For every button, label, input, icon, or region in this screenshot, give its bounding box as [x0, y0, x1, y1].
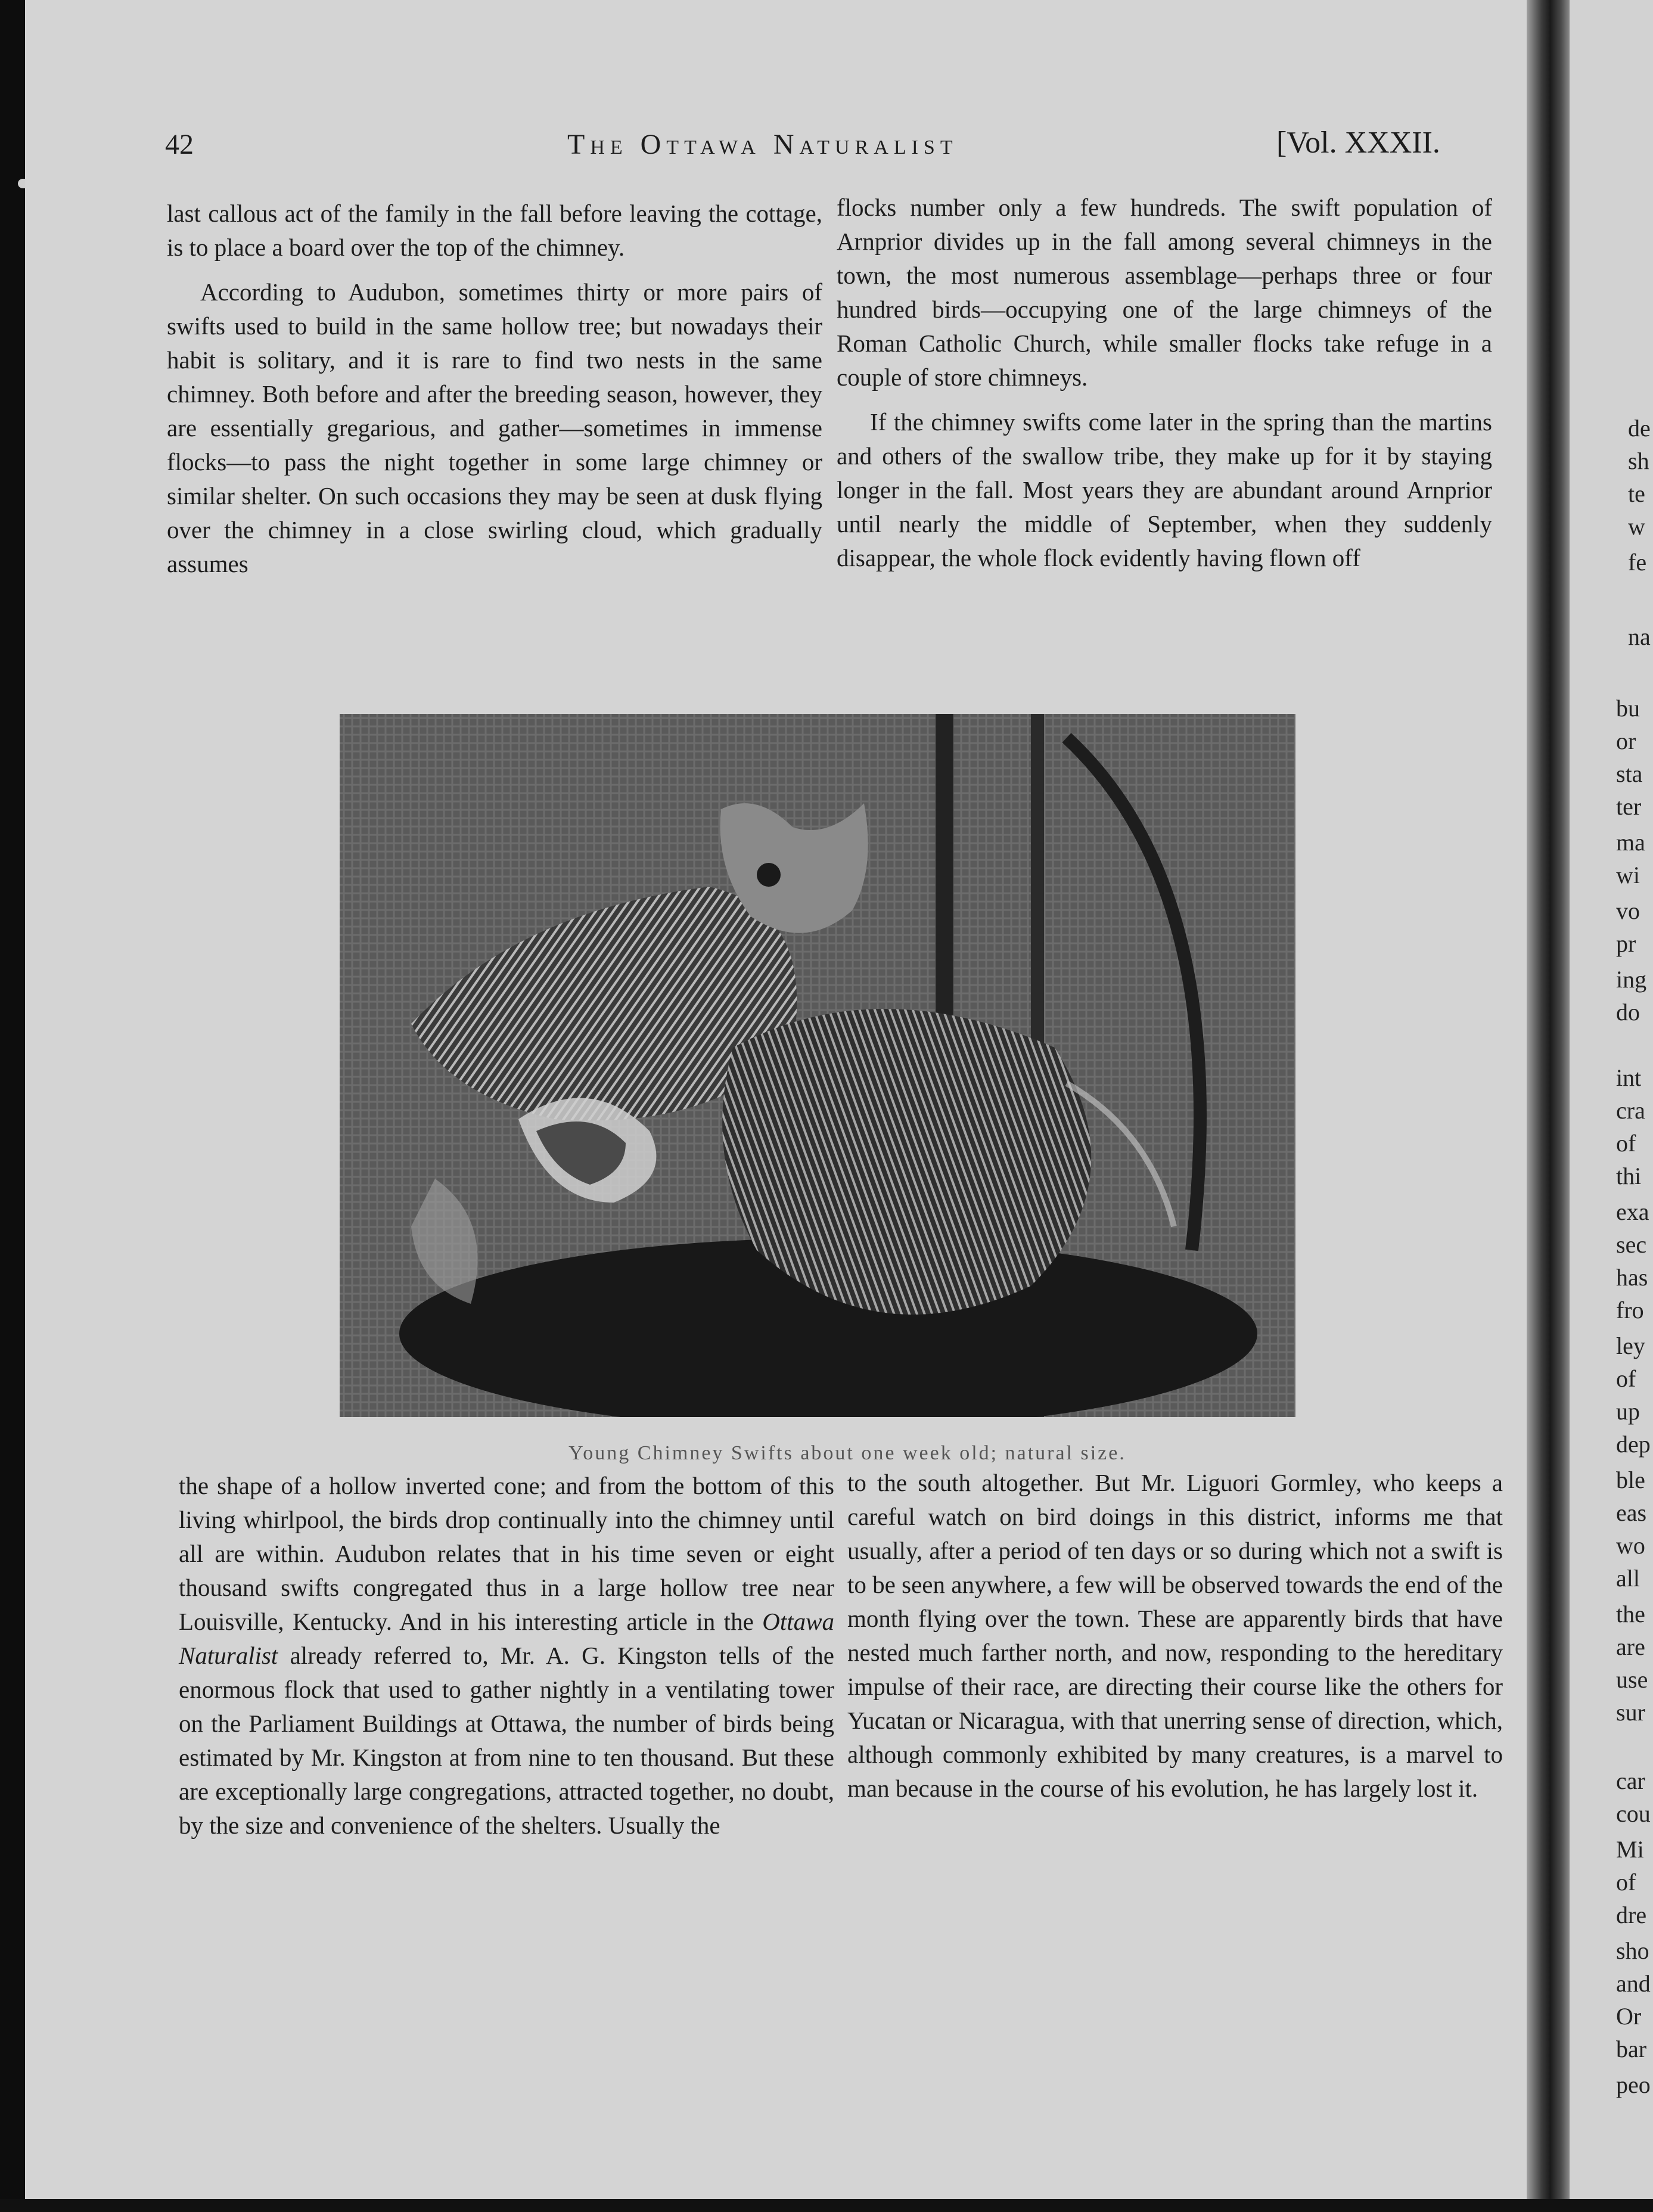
adjacent-page-text-fragment: use	[1616, 1666, 1648, 1693]
adjacent-page-text-fragment: the	[1616, 1601, 1645, 1627]
adjacent-page-text-fragment: car	[1616, 1767, 1645, 1794]
adjacent-page-text-fragment: Or	[1616, 2003, 1642, 2030]
text-run: already referred to, Mr. A. G. Kingston tells of the enormous flock that used to gather nightly in a ventilating tower on the Parliament Buildings at Ottawa, the number of birds being estimated by Mr. Kingston at from nine to ten thousand. But these are exceptionally large congregations, attracted together, no doubt, by the size and convenience of the shelters. Usually the	[179, 1642, 834, 1839]
adjacent-page-text-fragment: or	[1616, 728, 1636, 754]
adjacent-page-text-fragment: sho	[1616, 1937, 1649, 1964]
figure-photo-young-chimney-swifts	[340, 714, 1295, 1417]
volume-label: [Vol. XXXII.	[1276, 126, 1440, 160]
adjacent-page-text-fragment: fe	[1628, 549, 1647, 576]
adjacent-page-text-fragment: wi	[1616, 862, 1640, 888]
paragraph: flocks number only a few hundreds. The swift population of Arnprior divides up in the fall among several chimneys in the town, the most numerous assemblage—perhaps three or four hundred birds—occupying one of the large chimneys of the Roman Catholic Church, while smaller flocks take refuge in a couple of store chimneys.	[837, 194, 1492, 391]
paragraph: According to Audubon, sometimes thirty or more pairs of swifts used to build in the same hollow tree; but nowadays their habit is solitary, and it is rare to find two nests in the same chimney. Both before and after the breeding season, however, they are essentially gregarious, and gather—sometimes in immense flocks—to pass the night together in some large chimney or similar shelter. On such occasions they may be seen at dusk flying over the chimney in a close swirling cloud, which gradually assumes	[167, 278, 822, 577]
adjacent-page-text-fragment: and	[1616, 1970, 1651, 1997]
adjacent-page-text-fragment: ley	[1616, 1332, 1645, 1359]
scan-left-edge	[0, 0, 25, 2212]
paragraph: to the south altogether. But Mr. Liguori Gormley, who keeps a careful watch on bird doings in this district, informs me that usually, after a period of ten days or so during which not a swift is to be seen anywhere, a few will be observed towards the end of the month flying over the town. These are apparently birds that have nested much farther north, and now, responding to the hereditary impulse of their race, are directing their course like the others for Yucatan or Nicaragua, with that unerring sense of direction, which, although commonly exhibited by many creatures, is a marvel to man because in the course of his evolution, he has largely lost it.	[847, 1469, 1503, 1802]
adjacent-page-text-fragment: bar	[1616, 2036, 1647, 2062]
adjacent-page-text-fragment: of	[1616, 1869, 1636, 1896]
adjacent-page-text-fragment: sec	[1616, 1231, 1647, 1258]
figure-caption: Young Chimney Swifts about one week old; natural size.	[568, 1442, 1126, 1464]
adjacent-page-text-fragment: ma	[1616, 829, 1645, 856]
paragraph: If the chimney swifts come later in the spring than the martins and others of the swallow tribe, they make up for it by staying longer in the fall. Most years they are abundant around Arnprior until nearly the middle of September, when they suddenly disappear, the whole flock evidently having flown off	[837, 408, 1492, 571]
adjacent-page-text-fragment: sh	[1628, 448, 1649, 474]
adjacent-page-edge	[1570, 0, 1653, 2199]
adjacent-page-text-fragment: dre	[1616, 1902, 1647, 1928]
adjacent-page-text-fragment: ing	[1616, 966, 1647, 993]
adjacent-page-text-fragment: up	[1616, 1398, 1640, 1425]
adjacent-page-text-fragment: fro	[1616, 1297, 1644, 1324]
adjacent-page-text-fragment: of	[1616, 1130, 1636, 1157]
adjacent-page-text-fragment: ter	[1616, 793, 1642, 820]
page-number: 42	[165, 129, 194, 160]
scan-bottom-edge	[0, 2199, 1653, 2212]
column-top-left	[167, 197, 822, 581]
adjacent-page-text-fragment: pr	[1616, 930, 1636, 957]
adjacent-page-text-fragment: dep	[1616, 1431, 1651, 1458]
italic-journal-name: Ottawa Naturalist	[179, 1608, 834, 1669]
adjacent-page-text-fragment: Mi	[1616, 1836, 1644, 1863]
book-gutter	[1527, 0, 1570, 2212]
document-page	[25, 0, 1527, 2199]
column-bottom-right	[847, 1466, 1503, 1806]
adjacent-page-text-fragment: vo	[1616, 897, 1640, 924]
adjacent-page-text-fragment: int	[1616, 1064, 1642, 1091]
adjacent-page-text-fragment: eas	[1616, 1499, 1647, 1526]
adjacent-page-text-fragment: cra	[1616, 1097, 1645, 1124]
adjacent-page-text-fragment: te	[1628, 480, 1645, 507]
adjacent-page-text-fragment: w	[1628, 513, 1645, 540]
paragraph: last callous act of the family in the fall before leaving the cottage, is to place a board over the top of the chimney.	[167, 200, 822, 261]
adjacent-page-text-fragment: de	[1628, 415, 1651, 442]
adjacent-page-text-fragment: all	[1616, 1565, 1640, 1592]
adjacent-page-text-fragment: has	[1616, 1264, 1648, 1291]
adjacent-page-text-fragment: peo	[1616, 2071, 1651, 2098]
adjacent-page-text-fragment: are	[1616, 1633, 1645, 1660]
text-run: the shape of a hollow inverted cone; and from the bottom of this living whirlpool, the birds drop continually into the chimney until all are within. Audubon relates that in his time seven or eight thousand swifts congregated thus in a large hollow tree near Louisville, Kentucky. And in his interesting article in the	[179, 1472, 834, 1635]
adjacent-page-text-fragment: sta	[1616, 760, 1643, 787]
photo-illustration	[340, 714, 1295, 1417]
adjacent-page-text-fragment: bu	[1616, 695, 1640, 722]
adjacent-page-text-fragment: exa	[1616, 1198, 1649, 1225]
column-bottom-left	[179, 1469, 834, 1843]
adjacent-page-text-fragment: cou	[1616, 1800, 1651, 1827]
adjacent-page-text-fragment: ble	[1616, 1467, 1645, 1493]
adjacent-page-text-fragment: na	[1628, 623, 1651, 650]
adjacent-page-text-fragment: sur	[1616, 1699, 1645, 1726]
paragraph	[179, 1469, 834, 1843]
journal-title: The Ottawa Naturalist	[567, 129, 958, 160]
adjacent-page-text-fragment: wo	[1616, 1532, 1645, 1559]
running-head	[25, 122, 1527, 164]
adjacent-page-text-fragment: do	[1616, 999, 1640, 1026]
column-top-right	[837, 191, 1492, 575]
adjacent-page-text-fragment: thi	[1616, 1163, 1642, 1189]
adjacent-page-text-fragment: of	[1616, 1365, 1636, 1392]
